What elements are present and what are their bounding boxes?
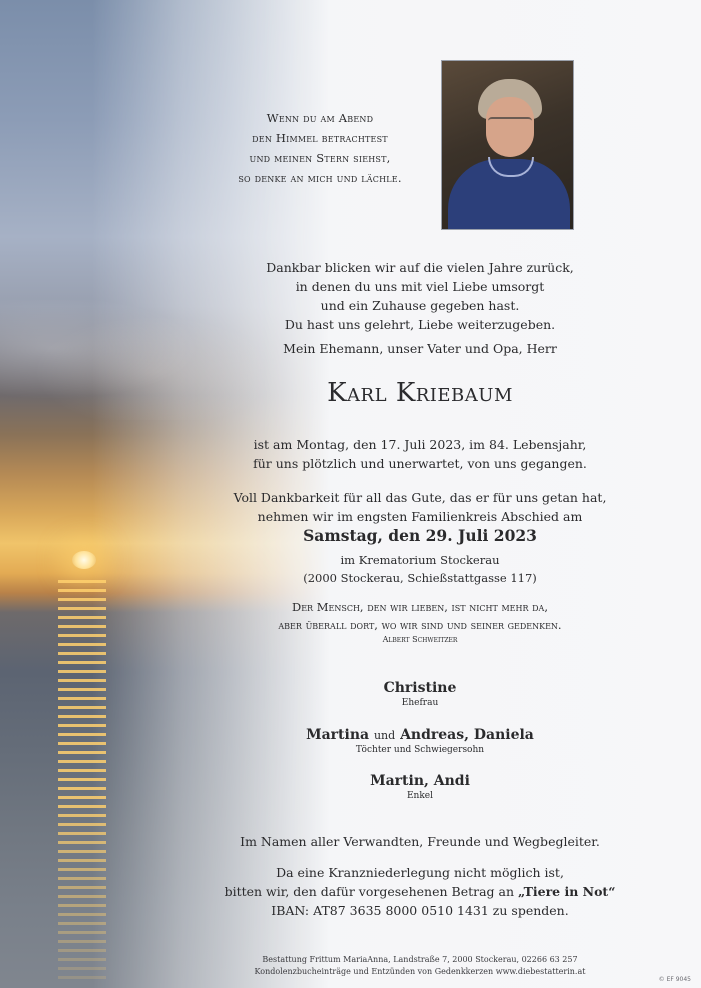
tribute-line: und ein Zuhause gegeben hast.: [320, 298, 520, 313]
venue: [190, 551, 650, 587]
poem-line: und meinen Stern siehst,: [249, 151, 391, 165]
family-name: [190, 727, 650, 743]
poem-line: Wenn du am Abend: [266, 111, 374, 125]
family-name-b: Andreas, Daniela: [400, 727, 534, 743]
footer-line: Bestattung Frittum MariaAnna, Landstraße 7, 2000 Stockerau, 02266 63 257: [262, 955, 578, 964]
family-connector: und: [373, 729, 396, 742]
quote-author: Albert Schweitzer: [382, 635, 458, 644]
donation-line: [190, 882, 650, 901]
family-member: [190, 727, 650, 757]
quote: [190, 598, 650, 646]
relatives-line: Im Namen aller Verwandten, Freunde und Wegbegleiter.: [240, 834, 600, 849]
family-name-a: Martina: [306, 727, 370, 743]
family-member: [190, 680, 650, 710]
death-line: ist am Montag, den 17. Juli 2023, im 84. Lebensjahr,: [253, 437, 587, 452]
tribute-line: Dankbar blicken wir auf die vielen Jahre zurück,: [266, 260, 574, 275]
quote-line: aber überall dort, wo wir sind und seiner gedenken.: [278, 618, 562, 632]
print-code: © EF 9045: [658, 976, 691, 983]
footer: [190, 954, 650, 978]
deceased-name: Karl Kriebaum: [327, 378, 513, 408]
portrait-photo: [441, 60, 574, 230]
death-line: für uns plötzlich und unerwartet, von uns gegangen.: [253, 456, 587, 471]
family-role: Enkel: [406, 791, 434, 801]
poem-line: den Himmel betrachtest: [252, 131, 388, 145]
poem-line: so denke an mich und lächle.: [238, 171, 402, 185]
portrait-glasses: [488, 117, 532, 129]
donation-text: [190, 863, 650, 920]
donation-line: IBAN: AT87 3635 8000 0510 1431 zu spenden.: [271, 903, 569, 918]
family-member: [190, 773, 650, 803]
farewell-text: [190, 488, 650, 526]
family-name: Martin, Andi: [370, 773, 470, 789]
family-name: Christine: [383, 680, 457, 696]
tribute-text: [190, 258, 650, 334]
charity-name: „Tiere in Not“: [518, 884, 616, 899]
donation-line: Da eine Kranzniederlegung nicht möglich ist,: [276, 865, 564, 880]
family-role: Töchter und Schwiegersohn: [355, 745, 485, 755]
family-role: Ehefrau: [401, 698, 439, 708]
venue-line: (2000 Stockerau, Schießstattgasse 117): [303, 571, 537, 585]
death-notice: [190, 435, 650, 473]
tribute-line: Du hast uns gelehrt, Liebe weiterzugeben.: [284, 317, 556, 332]
venue-line: im Krematorium Stockerau: [340, 553, 500, 567]
farewell-line: nehmen wir im engsten Familienkreis Abschied am: [257, 509, 583, 524]
quote-line: Der Mensch, den wir lieben, ist nicht mehr da,: [292, 600, 548, 614]
tribute-line: in denen du uns mit viel Liebe umsorgt: [295, 279, 545, 294]
footer-line: Kondolenzbucheinträge und Entzünden von Gedenkkerzen www.diebestatterin.at: [254, 967, 586, 976]
poem: [220, 108, 420, 188]
farewell-date: Samstag, den 29. Juli 2023: [303, 526, 537, 545]
intro-line: Mein Ehemann, unser Vater und Opa, Herr: [283, 341, 557, 356]
donation-prefix: bitten wir, den dafür vorgesehenen Betrag an: [224, 884, 518, 899]
farewell-line: Voll Dankbarkeit für all das Gute, das er für uns getan hat,: [233, 490, 607, 505]
